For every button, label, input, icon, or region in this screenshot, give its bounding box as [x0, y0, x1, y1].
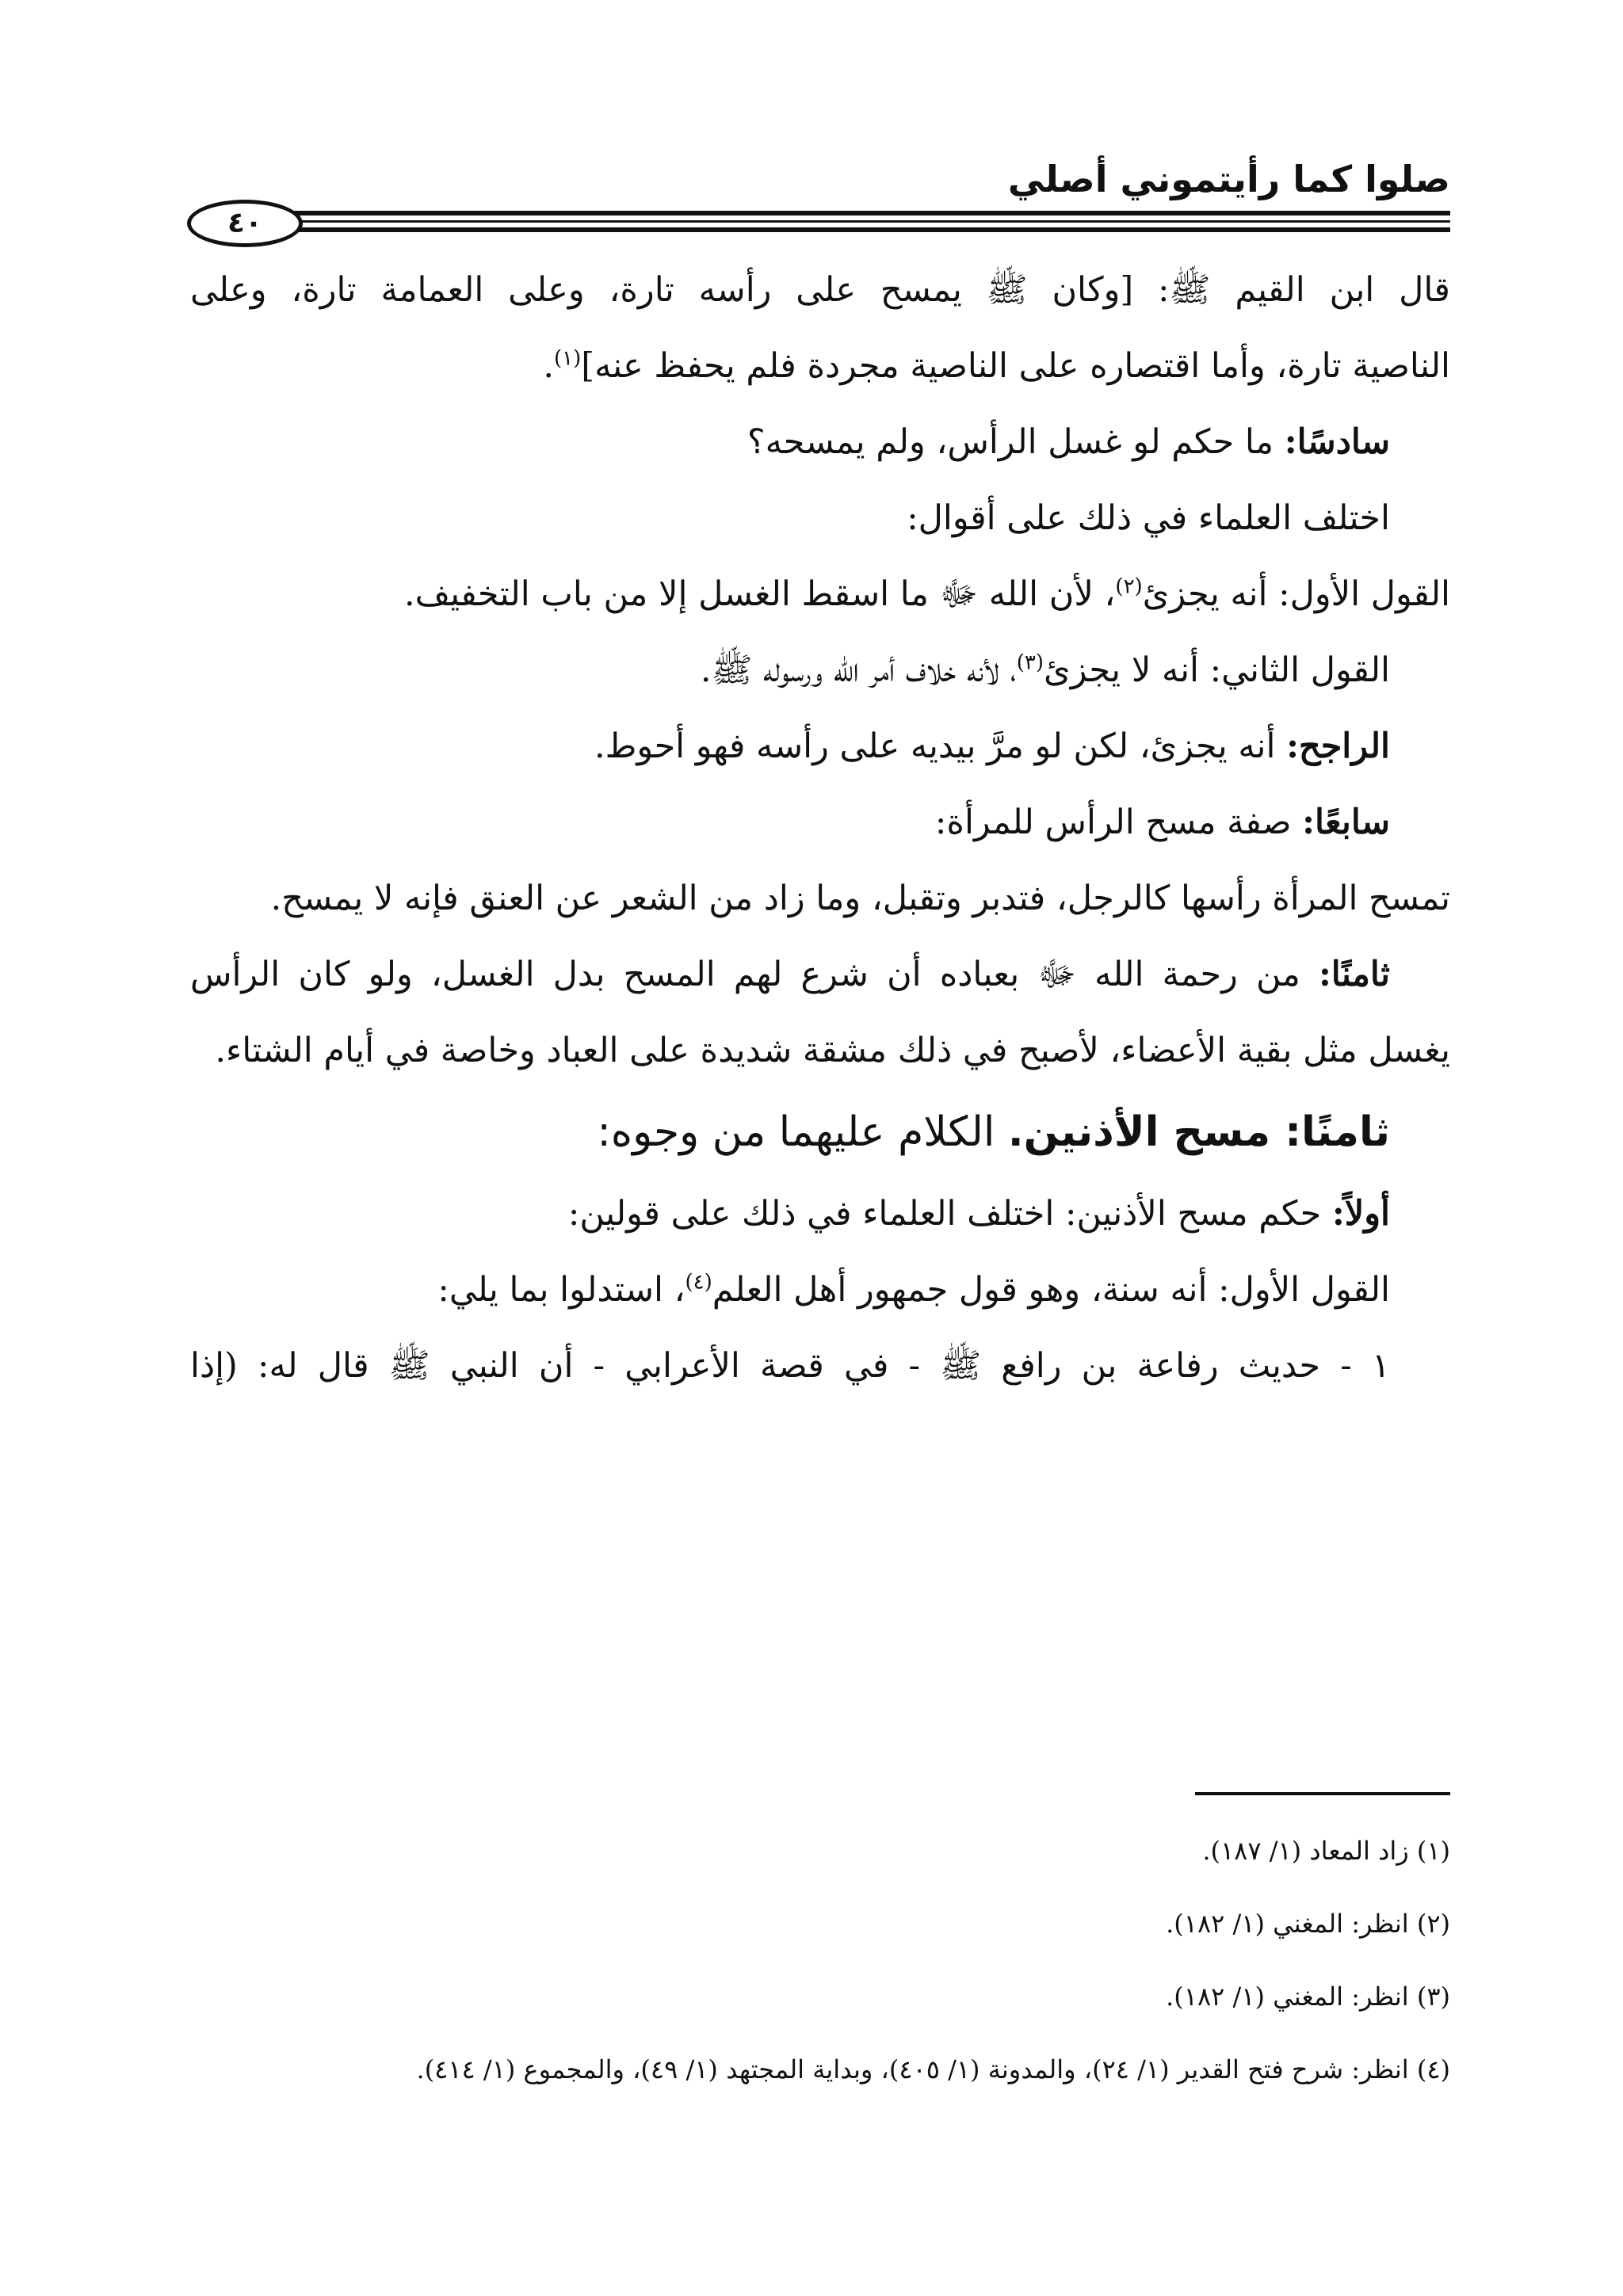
header-rule-middle	[209, 220, 1450, 223]
text-line	[190, 1013, 1450, 1089]
line-text: القول الأول: أنه يجزئ	[1142, 574, 1450, 614]
text-line	[190, 1176, 1450, 1252]
line-text: من رحمة الله ﷻ بعباده أن شرع لهم المسح بدل الغسل، ولو كان الرأس	[190, 955, 1319, 994]
line-text: اختلف العلماء في ذلك على أقوال:	[907, 498, 1390, 538]
heading-lead: الراجح:	[1286, 727, 1390, 766]
line-text: الكلام عليهما من وجوه:	[597, 1108, 1008, 1156]
heading-lead: ثامنًا:	[1318, 955, 1390, 994]
section-heading	[190, 1089, 1450, 1176]
text-line	[190, 708, 1450, 784]
line-text: ، استدلوا بما يلي:	[437, 1270, 685, 1310]
text-line	[190, 936, 1450, 1013]
footnote: (٤) انظر: شرح فتح القدير (١/ ٢٤)، والمدونة (١/ ٤٠٥)، وبداية المجتهد (١/ ٤٩)، والمجموع (١/ ٤١٤).	[416, 2054, 1450, 2084]
text-line	[190, 1328, 1450, 1404]
line-text: القول الأول: أنه سنة، وهو قول جمهور أهل العلم	[712, 1270, 1390, 1310]
text-line	[190, 784, 1450, 860]
line-text: ، لأن الله ﷻ ما اسقط الغسل إلا من باب التخفيف.	[403, 574, 1116, 614]
text-line	[190, 632, 1450, 708]
line-text: حكم مسح الأذنين: اختلف العلماء في ذلك على قولين:	[567, 1194, 1332, 1234]
heading-lead: أولاً:	[1331, 1194, 1390, 1234]
line-text: ١ - حديث رفاعة بن رافع ﷺ - في قصة الأعرابي - أن النبي ﷺ قال له: (إذا	[190, 1346, 1390, 1386]
line-text: قال ابن القيم ﷺ: [وكان ﷺ يمسح على رأسه تارة، وعلى العمامة تارة، وعلى	[190, 270, 1450, 310]
body-text	[190, 252, 1450, 1404]
text-line	[190, 860, 1450, 936]
text-line	[190, 1252, 1450, 1328]
text-line	[190, 252, 1450, 328]
running-title: صلوا كما رأيتموني أصلي	[1007, 158, 1450, 200]
footnote-ref[interactable]: (٣)	[1016, 650, 1044, 675]
footnote: (٣) انظر: المغني (١/ ١٨٢).	[1166, 1981, 1450, 2012]
footnote: (٢) انظر: المغني (١/ ١٨٢).	[1166, 1909, 1450, 1939]
heading-lead: سادسًا:	[1284, 422, 1390, 462]
footnote: (١) زاد المعاد (١/ ١٨٧).	[1202, 1836, 1450, 1866]
text-line	[190, 328, 1450, 404]
text-line	[190, 480, 1450, 556]
line-text: الناصية تارة، وأما اقتصاره على الناصية مجردة فلم يحفظ عنه]	[581, 346, 1450, 386]
line-text: يغسل مثل بقية الأعضاء، لأصبح في ذلك مشقة شديدة على العباد وخاصة في أيام الشتاء.	[215, 1031, 1450, 1070]
footnote-ref[interactable]: (٤)	[685, 1270, 712, 1295]
text-line	[190, 404, 1450, 480]
page-number: ٤٠	[187, 200, 303, 247]
line-text: ، لأنه خلاف أمر الله ورسوله ﷺ.	[700, 650, 1017, 690]
line-text: .	[543, 346, 555, 386]
footnote-ref[interactable]: (١)	[554, 346, 582, 371]
header-rule-bottom	[209, 227, 1450, 232]
footnotes	[190, 1814, 1450, 2106]
line-text: تمسح المرأة رأسها كالرجل، فتدبر وتقبل، وما زاد من الشعر عن العنق فإنه لا يمسح.	[270, 879, 1450, 918]
footnote-ref[interactable]: (٢)	[1115, 574, 1143, 599]
heading-lead: سابعًا:	[1302, 803, 1390, 842]
footnote-separator	[1195, 1792, 1450, 1795]
heading-lead: ثامنًا: مسح الأذنين.	[1007, 1108, 1390, 1156]
line-text: القول الثاني: أنه لا يجزئ	[1044, 650, 1390, 690]
header-rule-top	[209, 211, 1450, 215]
line-text: ما حكم لو غسل الرأس، ولم يمسحه؟	[747, 422, 1285, 462]
text-line	[190, 556, 1450, 632]
line-text: أنه يجزئ، لكن لو مرَّ بيديه على رأسه فهو أحوط.	[594, 727, 1287, 766]
line-text: صفة مسح الرأس للمرأة:	[934, 803, 1303, 842]
